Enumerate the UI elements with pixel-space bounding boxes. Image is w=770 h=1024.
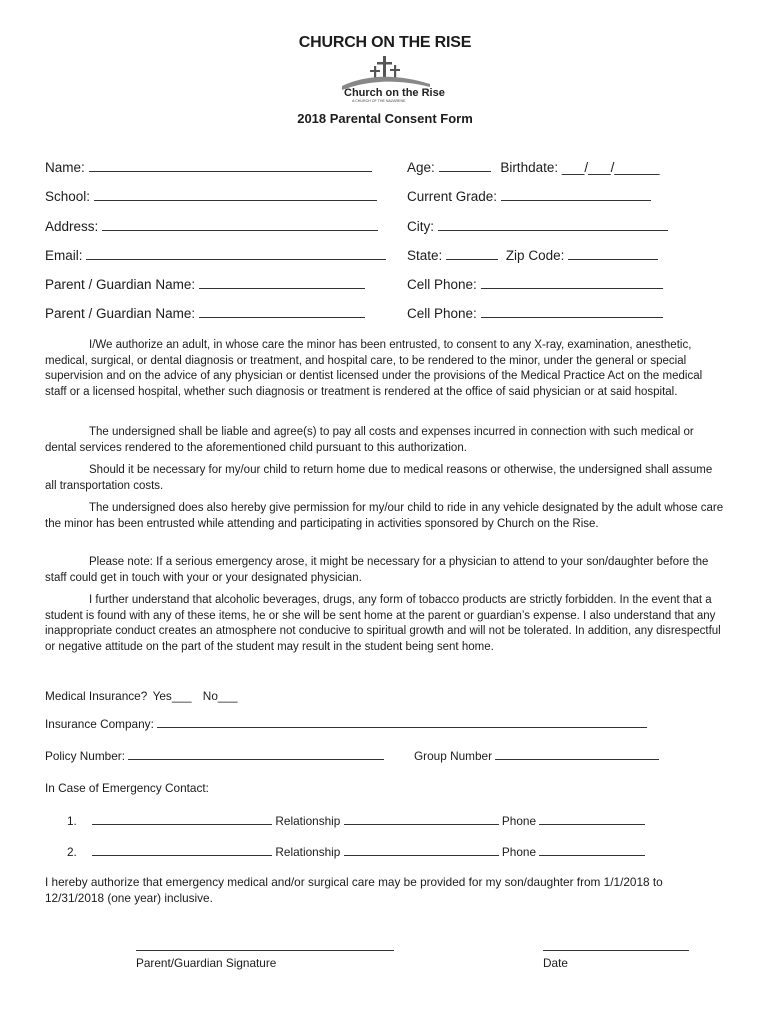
address-field: Address: [45, 218, 378, 234]
guardian-name-2-field: Parent / Guardian Name: [45, 305, 365, 321]
liability-paragraph: The undersigned shall be liable and agree(s) to pay all costs and expenses incurred in connection with such medical or dental services rendered to the aforementioned child pursuant to this authorization. [45, 426, 694, 454]
insurance-company-input-line[interactable] [157, 716, 647, 728]
policy-number-field: Policy Number: [45, 748, 384, 763]
date-signature-line[interactable] [543, 950, 689, 951]
church-logo [338, 54, 445, 104]
cell-phone-2-field: Cell Phone: [407, 305, 663, 321]
date-label: Date [543, 956, 568, 970]
age-input-line[interactable] [439, 159, 491, 172]
contact-2-phone-line[interactable] [539, 844, 645, 856]
email-input-line[interactable] [86, 247, 386, 260]
guardian-name-1-input-line[interactable] [199, 276, 365, 289]
cell-phone-1-field: Cell Phone: [407, 276, 663, 292]
group-number-input-line[interactable] [495, 748, 659, 760]
form-title: 2018 Parental Consent Form [297, 111, 473, 126]
contact-2-name-line[interactable] [92, 844, 272, 856]
state-zip-field: State: Zip Code: [407, 247, 658, 263]
guardian-name-2-input-line[interactable] [199, 305, 365, 318]
name-input-line[interactable] [89, 159, 372, 172]
transportation-paragraph: Should it be necessary for my/our child to return home due to medical reasons or otherwise, the undersigned shall assume all transportation costs. [45, 464, 713, 492]
email-field: Email: [45, 247, 386, 263]
insurance-no-blank[interactable]: ___ [217, 689, 238, 703]
conduct-paragraph: I further understand that alcoholic beverages, drugs, any form of tobacco products are strictly forbidden. In the event that a student is found with any of these items, he or she will be sent home at the parent or guardian’s expense. I also understand that any inappropriate conduct creates an atmosphere not conducive to spiritual growth and will not be tolerated. In addition, any disrespectful or negative attitude on the part of the student may result in the student being sent home. [45, 594, 721, 653]
cell-phone-2-input-line[interactable] [481, 305, 663, 318]
city-input-line[interactable] [438, 218, 668, 231]
state-input-line[interactable] [446, 247, 498, 260]
church-name-heading: CHURCH ON THE RISE [298, 34, 472, 51]
guardian-signature-label: Parent/Guardian Signature [136, 956, 277, 970]
emergency-contact-row-1: 1. Relationship Phone [67, 813, 645, 828]
contact-2-relationship-line[interactable] [344, 844, 499, 856]
cell-phone-1-input-line[interactable] [481, 276, 663, 289]
grade-field: Current Grade: [407, 188, 651, 204]
svg-text:A CHURCH OF THE NAZARENE: A CHURCH OF THE NAZARENE [352, 99, 406, 103]
emergency-contact-heading: In Case of Emergency Contact: [45, 781, 209, 795]
school-input-line[interactable] [94, 188, 377, 201]
age-birthdate-field: Age: Birthdate: ___/___/______ [407, 160, 660, 175]
emergency-note-paragraph: Please note: If a serious emergency arose, it might be necessary for a physician to attend to your son/daughter before the staff could get in touch with your or your designated physician. [45, 556, 709, 584]
contact-1-phone-line[interactable] [539, 813, 645, 825]
emergency-contact-row-2: 2. Relationship Phone [67, 844, 645, 859]
vehicle-permission-paragraph: The undersigned does also hereby give permission for my/our child to ride in any vehicle designated by the adult whose care the minor has been entrusted while attending and participating in activities sponsored by Church on the Rise. [45, 502, 724, 530]
birthdate-input[interactable]: ___/___/______ [561, 160, 660, 175]
group-number-field: Group Number [414, 748, 659, 763]
svg-text:Church on the Rise: Church on the Rise [344, 87, 445, 99]
guardian-name-1-field: Parent / Guardian Name: [45, 276, 365, 292]
contact-1-relationship-line[interactable] [344, 813, 499, 825]
guardian-signature-line[interactable] [136, 950, 394, 951]
medical-insurance-question: Medical Insurance? Yes___ No___ [45, 689, 238, 703]
policy-number-input-line[interactable] [128, 748, 384, 760]
address-input-line[interactable] [102, 218, 378, 231]
grade-input-line[interactable] [501, 188, 651, 201]
insurance-yes-blank[interactable]: ___ [171, 689, 192, 703]
name-field: Name: [45, 159, 372, 175]
zip-input-line[interactable] [568, 247, 658, 260]
contact-1-name-line[interactable] [92, 813, 272, 825]
consent-paragraph: I/We authorize an adult, in whose care the minor has been entrusted, to consent to any X-ray, examination, anesthetic, medical, surgical, or dental diagnosis or treatment, and hospital care, to be rendered to the minor, under the general or special supervision and on the advice of any physician or dentist licensed under the provisions of the Medical Practice Act on the medical staff or a licensed hospital, whether such diagnosis or treatment is rendered at the office of said physician or at said hospital. [45, 339, 703, 398]
school-field: School: [45, 188, 377, 204]
authorization-statement: I hereby authorize that emergency medical and/or surgical care may be provided for my son/daughter from 1/1/2018 to 12/31/2018 (one year) inclusive. [45, 875, 663, 905]
city-field: City: [407, 218, 668, 234]
insurance-company-field: Insurance Company: [45, 716, 647, 731]
